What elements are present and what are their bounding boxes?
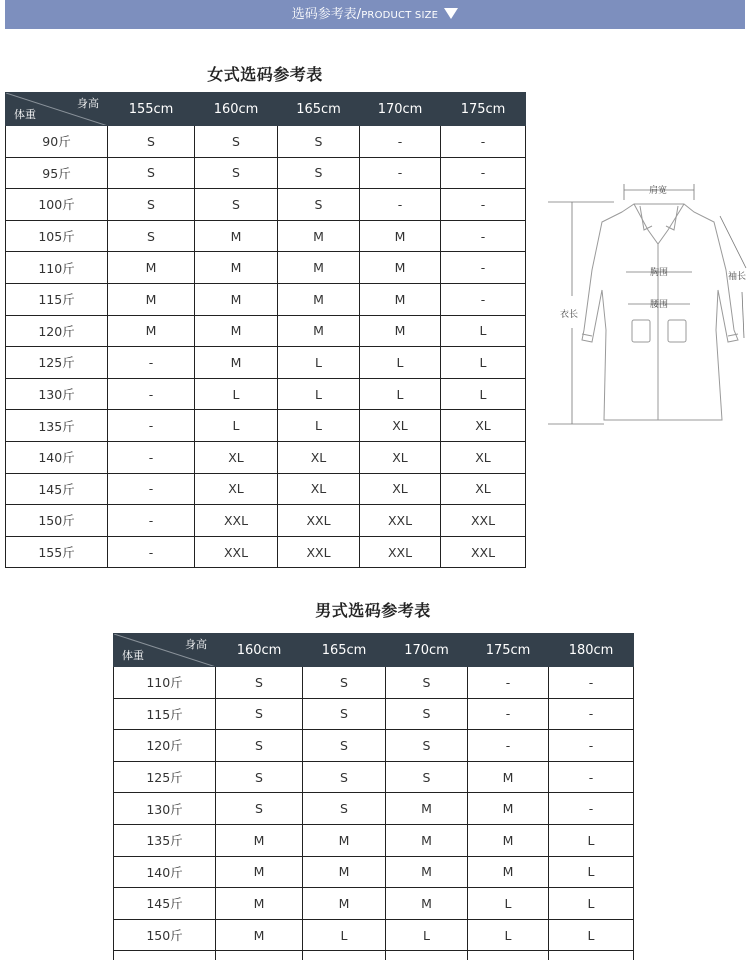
table-row (6, 157, 526, 189)
size-cell: - (549, 667, 634, 699)
table-row (114, 698, 634, 730)
size-cell: M (278, 252, 360, 284)
table-row (114, 856, 634, 888)
weight-cell: 125斤 (6, 347, 108, 379)
table-row (6, 441, 526, 473)
size-cell: XXL (278, 505, 360, 537)
weight-cell: 90斤 (6, 126, 108, 158)
size-cell: XXL (360, 536, 441, 568)
coat-measurement-diagram (544, 170, 750, 440)
size-cell: S (278, 189, 360, 221)
size-cell: M (195, 315, 278, 347)
size-cell: L (195, 378, 278, 410)
weight-cell: 95斤 (6, 157, 108, 189)
size-cell: XL (360, 441, 441, 473)
size-cell: L (441, 315, 526, 347)
size-cell: XL (441, 473, 526, 505)
size-cell: - (108, 473, 195, 505)
label-shoulder: 肩宽 (649, 186, 668, 196)
size-cell: S (278, 157, 360, 189)
height-column-header: 170cm (360, 93, 441, 126)
size-cell: M (216, 824, 303, 856)
height-column-header: 175cm (441, 93, 526, 126)
height-column-header: 175cm (468, 634, 549, 667)
size-cell: - (549, 793, 634, 825)
label-sleeve: 袖长 (728, 272, 747, 282)
weight-cell: 120斤 (114, 730, 216, 762)
size-cell: - (360, 157, 441, 189)
size-cell: M (195, 220, 278, 252)
table-row (6, 410, 526, 442)
size-cell: XL (195, 473, 278, 505)
size-cell (549, 951, 634, 960)
weight-cell: 140斤 (6, 441, 108, 473)
table-row (114, 667, 634, 699)
size-cell: M (216, 919, 303, 951)
table-row (114, 888, 634, 920)
size-cell: L (303, 919, 386, 951)
size-cell: M (195, 252, 278, 284)
weight-cell: 135斤 (114, 824, 216, 856)
size-cell: S (303, 698, 386, 730)
men-table-title: 男式选码参考表 (315, 601, 431, 620)
size-cell: M (216, 856, 303, 888)
size-cell: XL (195, 441, 278, 473)
table-row (6, 473, 526, 505)
table-row (6, 283, 526, 315)
size-cell: M (303, 824, 386, 856)
size-cell: - (468, 667, 549, 699)
size-cell: S (216, 698, 303, 730)
size-cell: L (278, 347, 360, 379)
size-cell: L (360, 347, 441, 379)
height-weight-corner-header (114, 634, 216, 667)
size-cell: S (195, 126, 278, 158)
size-cell: XL (360, 473, 441, 505)
table-row (6, 126, 526, 158)
size-cell: M (386, 888, 468, 920)
size-cell: XXL (441, 536, 526, 568)
size-cell: M (278, 315, 360, 347)
size-cell: M (303, 856, 386, 888)
size-cell: - (108, 505, 195, 537)
table-row (6, 220, 526, 252)
height-column-header: 165cm (303, 634, 386, 667)
height-column-header: 170cm (386, 634, 468, 667)
size-cell: L (441, 378, 526, 410)
table-row (6, 347, 526, 379)
weight-cell: 115斤 (114, 698, 216, 730)
size-cell: L (195, 410, 278, 442)
banner-title-en: PRODUCT SIZE (361, 10, 439, 21)
table-row (114, 919, 634, 951)
size-cell: M (360, 220, 441, 252)
size-cell: S (216, 730, 303, 762)
height-weight-corner-header (6, 93, 108, 126)
weight-cell: 120斤 (6, 315, 108, 347)
size-cell (386, 951, 468, 960)
size-cell: - (549, 761, 634, 793)
size-cell: - (108, 536, 195, 568)
product-size-banner (5, 0, 745, 29)
size-cell: M (468, 761, 549, 793)
size-cell: M (468, 824, 549, 856)
weight-cell: 130斤 (6, 378, 108, 410)
size-cell: S (386, 667, 468, 699)
weight-cell: 155斤 (6, 536, 108, 568)
men-size-table (113, 633, 634, 960)
size-cell: - (468, 698, 549, 730)
size-cell: S (108, 189, 195, 221)
triangle-down-icon (444, 8, 458, 19)
table-row (6, 252, 526, 284)
size-cell: S (108, 220, 195, 252)
coat-outline (582, 204, 738, 420)
size-cell: M (360, 315, 441, 347)
size-cell: S (303, 667, 386, 699)
height-column-header: 155cm (108, 93, 195, 126)
label-chest: 胸围 (650, 268, 669, 278)
size-cell: S (216, 667, 303, 699)
height-column-header: 160cm (195, 93, 278, 126)
size-cell: L (386, 919, 468, 951)
size-cell: L (441, 347, 526, 379)
weight-cell: 135斤 (6, 410, 108, 442)
size-cell: M (216, 888, 303, 920)
size-cell: L (278, 378, 360, 410)
table-row (6, 505, 526, 537)
size-cell: - (441, 283, 526, 315)
size-cell: S (303, 793, 386, 825)
size-cell: XXL (195, 536, 278, 568)
weight-cell: 145斤 (114, 888, 216, 920)
size-cell: - (549, 698, 634, 730)
size-cell: L (278, 410, 360, 442)
size-cell: XL (278, 441, 360, 473)
size-cell: M (108, 283, 195, 315)
size-cell: M (278, 283, 360, 315)
size-cell (216, 951, 303, 960)
size-cell: - (360, 189, 441, 221)
height-column-header: 165cm (278, 93, 360, 126)
height-label: 身高 (77, 97, 99, 110)
size-cell (468, 951, 549, 960)
size-cell: - (360, 126, 441, 158)
size-cell: - (441, 157, 526, 189)
weight-cell: 110斤 (114, 667, 216, 699)
size-cell: M (278, 220, 360, 252)
weight-cell: 110斤 (6, 252, 108, 284)
size-cell: S (108, 157, 195, 189)
table-row (6, 189, 526, 221)
banner-title-zh: 选码参考表/ (291, 7, 362, 22)
height-column-header: 180cm (549, 634, 634, 667)
size-cell: - (108, 378, 195, 410)
size-cell: - (108, 347, 195, 379)
size-cell: L (549, 856, 634, 888)
weight-cell: 105斤 (6, 220, 108, 252)
size-cell: L (468, 919, 549, 951)
size-cell: S (278, 126, 360, 158)
size-cell: M (386, 793, 468, 825)
size-cell: L (549, 888, 634, 920)
size-cell: - (441, 252, 526, 284)
table-row (114, 761, 634, 793)
size-cell: S (386, 698, 468, 730)
women-table-title: 女式选码参考表 (207, 65, 323, 84)
weight-cell: 140斤 (114, 856, 216, 888)
size-cell: M (303, 888, 386, 920)
size-cell: M (386, 824, 468, 856)
size-cell: S (303, 761, 386, 793)
size-cell: S (216, 793, 303, 825)
size-cell: - (441, 220, 526, 252)
size-cell (303, 951, 386, 960)
label-length: 衣长 (560, 310, 579, 320)
size-cell: - (549, 730, 634, 762)
size-cell: XL (278, 473, 360, 505)
size-cell: - (468, 730, 549, 762)
size-cell: M (195, 347, 278, 379)
size-cell: M (468, 793, 549, 825)
size-cell: L (549, 824, 634, 856)
table-row (114, 951, 634, 960)
size-cell: M (195, 283, 278, 315)
table-row (6, 378, 526, 410)
table-row (6, 315, 526, 347)
size-cell: XXL (278, 536, 360, 568)
size-cell: XL (360, 410, 441, 442)
weight-label: 体重 (14, 108, 36, 121)
weight-cell: 145斤 (6, 473, 108, 505)
size-cell: - (441, 126, 526, 158)
size-cell: M (108, 315, 195, 347)
size-cell: L (549, 919, 634, 951)
size-cell: S (108, 126, 195, 158)
size-cell: - (108, 410, 195, 442)
weight-cell: 100斤 (6, 189, 108, 221)
weight-cell: 115斤 (6, 283, 108, 315)
weight-cell: 130斤 (114, 793, 216, 825)
weight-cell: 150斤 (114, 919, 216, 951)
height-column-header: 160cm (216, 634, 303, 667)
size-cell: S (386, 730, 468, 762)
size-cell: S (386, 761, 468, 793)
table-row (114, 824, 634, 856)
label-waist: 腰围 (650, 300, 669, 310)
size-cell: XXL (360, 505, 441, 537)
size-cell: S (195, 189, 278, 221)
size-cell: XL (441, 441, 526, 473)
size-cell: L (468, 888, 549, 920)
table-row (6, 536, 526, 568)
weight-cell: 150斤 (6, 505, 108, 537)
table-row (114, 793, 634, 825)
size-cell: M (108, 252, 195, 284)
size-cell: - (441, 189, 526, 221)
women-size-table (5, 92, 526, 568)
size-cell: M (360, 252, 441, 284)
size-cell: S (216, 761, 303, 793)
height-label: 身高 (185, 638, 207, 651)
weight-label: 体重 (122, 649, 144, 662)
weight-cell: 125斤 (114, 761, 216, 793)
size-cell: M (468, 856, 549, 888)
size-cell: S (195, 157, 278, 189)
size-cell: XXL (195, 505, 278, 537)
size-cell: M (360, 283, 441, 315)
size-cell: XXL (441, 505, 526, 537)
size-cell: S (303, 730, 386, 762)
table-row (114, 730, 634, 762)
size-cell: - (108, 441, 195, 473)
weight-cell (114, 951, 216, 960)
size-cell: L (360, 378, 441, 410)
size-cell: XL (441, 410, 526, 442)
size-cell: M (386, 856, 468, 888)
